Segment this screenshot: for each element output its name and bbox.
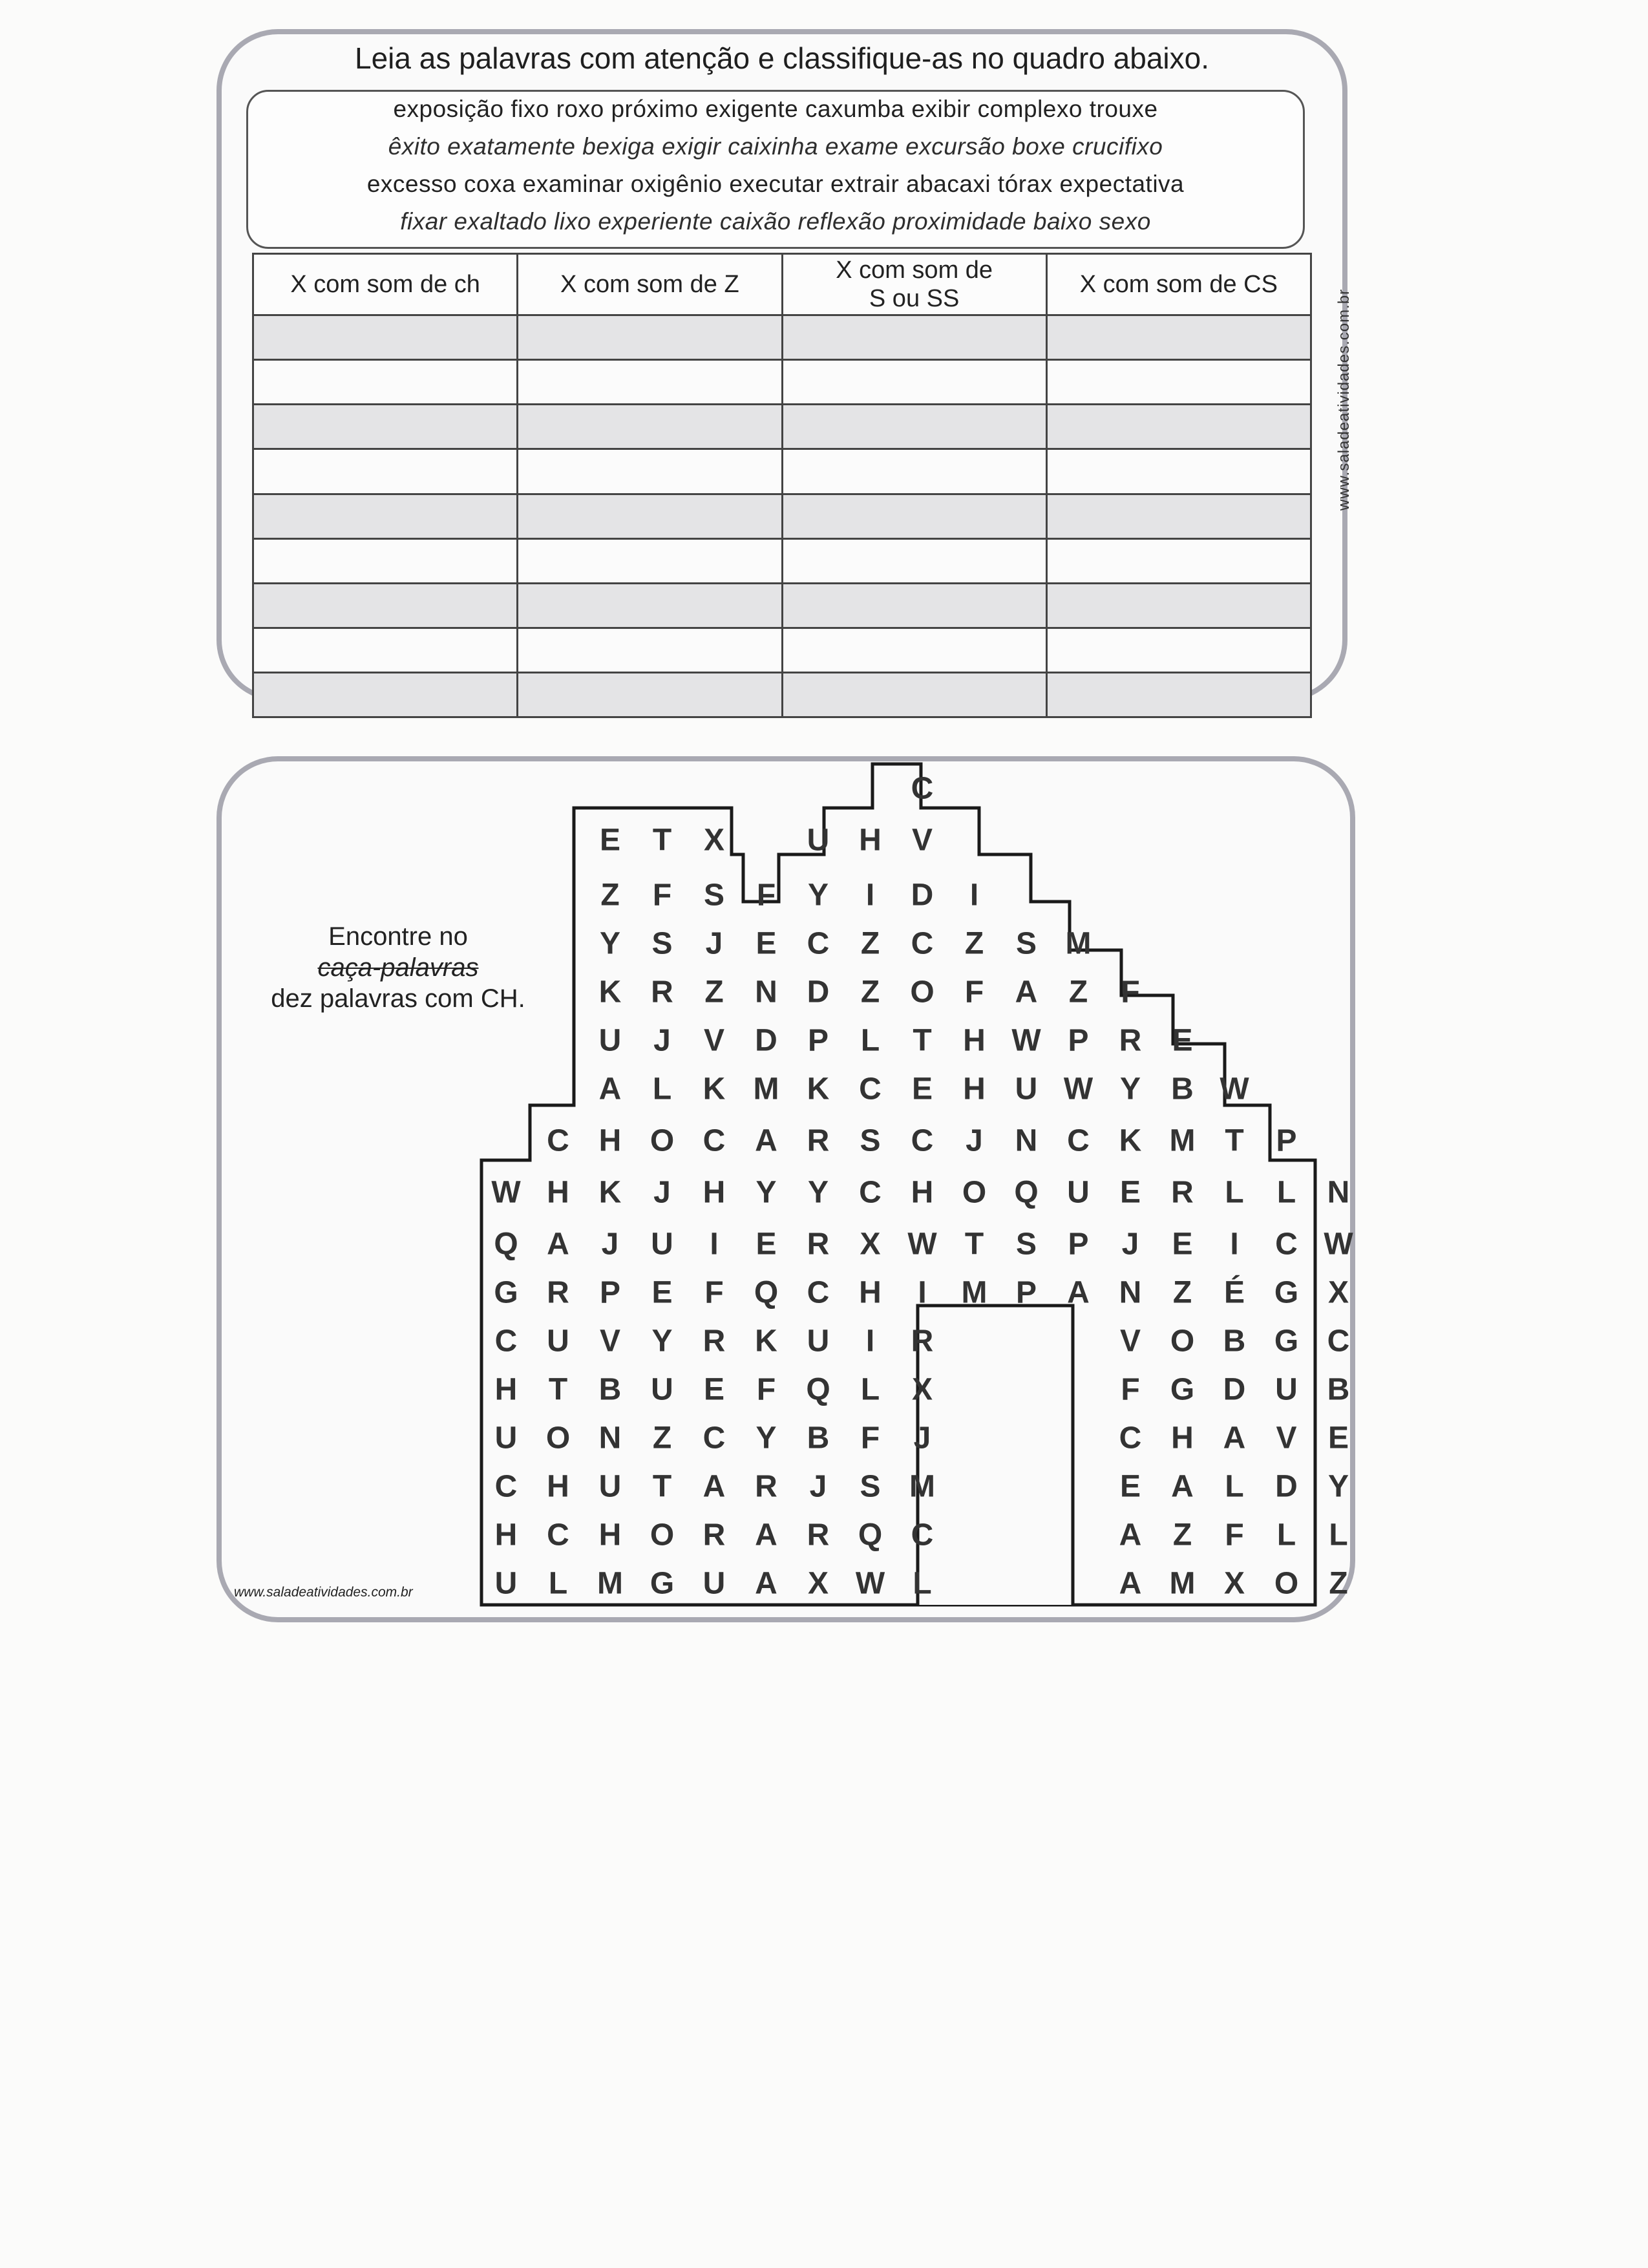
grid-letter[interactable]: C [703, 1123, 726, 1158]
grid-letter[interactable]: U [494, 1421, 518, 1456]
header-ch: X com som de ch [253, 254, 518, 315]
grid-letter[interactable]: F [756, 1372, 776, 1407]
grid-letter[interactable]: I [1230, 1227, 1239, 1262]
grid-letter[interactable]: A [755, 1123, 777, 1158]
grid-letter[interactable]: G [494, 1275, 518, 1310]
grid-letter[interactable]: C [1119, 1421, 1142, 1456]
grid-letter[interactable]: O [1274, 1566, 1299, 1601]
grid-letter[interactable]: E [755, 926, 777, 961]
grid-letter[interactable]: L [860, 1372, 880, 1407]
grid-letter[interactable]: W [907, 1227, 937, 1262]
grid-letter[interactable]: S [1015, 1227, 1037, 1262]
grid-letter[interactable]: T [652, 1469, 672, 1504]
grid-letter[interactable]: C [807, 1275, 830, 1310]
grid-letter[interactable]: I [865, 878, 875, 913]
grid-letter[interactable]: Y [599, 926, 621, 961]
grid-letter[interactable]: P [1015, 1275, 1037, 1310]
grid-letter[interactable]: R [807, 1227, 830, 1262]
grid-letter[interactable]: L [913, 1566, 932, 1601]
grid-letter[interactable]: F [756, 878, 776, 913]
instruction-line: dez palavras com CH. [271, 984, 525, 1013]
grid-letter[interactable]: F [652, 878, 672, 913]
grid-letter[interactable]: H [547, 1469, 569, 1504]
grid-letter[interactable]: A [1119, 1566, 1142, 1601]
grid-letter[interactable]: C [911, 771, 934, 806]
grid-letter[interactable]: K [598, 975, 622, 1010]
grid-letter[interactable]: A [703, 1469, 726, 1504]
grid-letter[interactable]: W [1063, 1072, 1093, 1107]
grid-letter[interactable]: A [755, 1518, 777, 1553]
grid-letter[interactable]: Y [807, 878, 829, 913]
grid-letter[interactable]: U [807, 1324, 830, 1359]
grid-letter[interactable]: V [1119, 1324, 1141, 1359]
grid-letter[interactable]: A [1015, 975, 1038, 1010]
grid-letter[interactable]: Y [755, 1175, 777, 1210]
grid-letter[interactable]: W [491, 1175, 521, 1210]
grid-letter[interactable]: R [807, 1518, 830, 1553]
grid-letter[interactable]: C [1275, 1227, 1298, 1262]
grid-letter[interactable]: U [651, 1372, 673, 1407]
grid-letter[interactable]: Z [704, 975, 724, 1010]
grid-letter[interactable]: V [599, 1324, 621, 1359]
grid-letter[interactable]: R [651, 975, 673, 1010]
grid-letter[interactable]: M [597, 1566, 623, 1601]
grid-letter[interactable]: J [1121, 1227, 1139, 1262]
word-bank-line: êxito exatamente bexiga exigir caixinha exame excursão boxe crucifixo [388, 133, 1163, 160]
grid-letter[interactable]: D [755, 1023, 777, 1058]
grid-letter[interactable]: M [753, 1072, 779, 1107]
grid-letter[interactable]: R [703, 1324, 726, 1359]
grid-letter[interactable]: J [705, 926, 723, 961]
grid-letter[interactable]: R [547, 1275, 569, 1310]
instruction-line: caça-palavras [317, 953, 479, 982]
grid-letter[interactable]: E [703, 1372, 725, 1407]
header-z: X com som de Z [518, 254, 782, 315]
grid-letter[interactable]: N [755, 975, 777, 1010]
grid-letter[interactable]: G [1274, 1275, 1299, 1310]
grid-letter[interactable]: N [1015, 1123, 1038, 1158]
grid-letter[interactable]: W [855, 1566, 885, 1601]
grid-letter[interactable]: O [910, 975, 935, 1010]
grid-letter[interactable]: O [545, 1421, 571, 1456]
grid-letter[interactable]: K [598, 1175, 622, 1210]
grid-letter[interactable]: R [1171, 1175, 1194, 1210]
grid-letter[interactable]: K [1119, 1123, 1142, 1158]
grid-letter[interactable]: Z [1172, 1518, 1192, 1553]
grid-letter[interactable]: E [1119, 1175, 1141, 1210]
grid-letter[interactable]: L [1329, 1518, 1348, 1553]
grid-letter[interactable]: X [860, 1227, 881, 1262]
grid-letter[interactable]: C [859, 1175, 882, 1210]
grid-letter[interactable]: B [1327, 1372, 1350, 1407]
grid-letter[interactable]: U [1067, 1175, 1090, 1210]
grid-letter[interactable]: U [494, 1566, 518, 1601]
grid-letter[interactable]: R [703, 1518, 726, 1553]
grid-letter[interactable]: Q [754, 1275, 779, 1310]
grid-letter[interactable]: L [1225, 1469, 1244, 1504]
grid-letter[interactable]: U [1275, 1372, 1298, 1407]
grid-letter[interactable]: Y [1119, 1072, 1141, 1107]
grid-letter[interactable]: X [807, 1566, 829, 1601]
grid-letter[interactable]: T [913, 1023, 932, 1058]
grid-letter[interactable]: J [653, 1023, 671, 1058]
grid-letter[interactable]: M [909, 1469, 935, 1504]
grid-letter[interactable]: C [807, 926, 830, 961]
grid-letter[interactable]: Q [494, 1227, 518, 1262]
grid-letter[interactable]: F [1121, 1372, 1140, 1407]
grid-letter[interactable]: S [860, 1469, 881, 1504]
grid-letter[interactable]: R [807, 1123, 830, 1158]
grid-letter[interactable]: M [961, 1275, 988, 1310]
grid-letter[interactable]: J [809, 1469, 827, 1504]
grid-letter[interactable]: R [755, 1469, 777, 1504]
grid-letter[interactable]: L [652, 1072, 672, 1107]
header-s-ss-line1: X com som de [836, 257, 993, 284]
grid-letter[interactable]: A [755, 1566, 777, 1601]
grid-letter[interactable]: Z [1172, 1275, 1192, 1310]
grid-letter[interactable]: T [1225, 1123, 1244, 1158]
grid-letter[interactable]: A [547, 1227, 569, 1262]
grid-letter[interactable]: V [911, 823, 933, 858]
grid-letter[interactable]: I [969, 878, 979, 913]
grid-letter[interactable]: X [1327, 1275, 1349, 1310]
grid-letter[interactable]: L [1276, 1175, 1296, 1210]
grid-letter[interactable]: I [918, 1275, 927, 1310]
grid-letter[interactable]: E [1172, 1023, 1193, 1058]
site-url-bottom: www.saladeatividades.com.br [234, 1585, 413, 1600]
grid-letter[interactable]: B [598, 1372, 622, 1407]
grid-letter[interactable]: O [650, 1123, 675, 1158]
grid-letter[interactable]: K [807, 1072, 830, 1107]
grid-letter[interactable]: G [650, 1566, 675, 1601]
grid-letter[interactable]: L [548, 1566, 568, 1601]
grid-letter[interactable]: P [1068, 1227, 1089, 1262]
grid-letter[interactable]: Q [1014, 1175, 1039, 1210]
grid-letter[interactable]: H [547, 1175, 569, 1210]
grid-letter[interactable]: J [653, 1175, 671, 1210]
grid-letter[interactable]: H [963, 1072, 986, 1107]
grid-letter[interactable]: M [1169, 1123, 1196, 1158]
grid-letter[interactable]: D [1223, 1372, 1246, 1407]
grid-letter[interactable]: Z [652, 1421, 672, 1456]
grid-letter[interactable]: U [1015, 1072, 1038, 1107]
grid-letter[interactable]: T [652, 823, 672, 858]
grid-letter[interactable]: C [1067, 1123, 1090, 1158]
grid-letter[interactable]: C [703, 1421, 726, 1456]
grid-letter[interactable]: H [494, 1518, 518, 1553]
grid-letter[interactable]: M [1169, 1566, 1196, 1601]
grid-letter[interactable]: P [1276, 1123, 1297, 1158]
grid-letter[interactable]: B [807, 1421, 830, 1456]
grid-letter[interactable]: L [860, 1023, 880, 1058]
grid-letter[interactable]: B [1171, 1072, 1194, 1107]
grid-letter[interactable]: Y [651, 1324, 673, 1359]
grid-letter[interactable]: H [859, 1275, 882, 1310]
grid-letter[interactable]: N [598, 1421, 622, 1456]
instruction-title: Leia as palavras com atenção e classifique-as no quadro abaixo. [354, 41, 1210, 75]
grid-letter[interactable]: E [755, 1227, 777, 1262]
grid-letter[interactable]: C [911, 1518, 934, 1553]
grid-letter[interactable]: Q [858, 1518, 883, 1553]
grid-letter[interactable]: T [964, 1227, 984, 1262]
grid-letter[interactable]: O [962, 1175, 987, 1210]
grid-letter[interactable]: P [599, 1275, 621, 1310]
grid-letter[interactable]: A [1171, 1469, 1194, 1504]
grid-letter[interactable]: H [598, 1518, 622, 1553]
grid-letter[interactable]: D [807, 975, 830, 1010]
grid-letter[interactable]: H [1171, 1421, 1194, 1456]
grid-letter[interactable]: O [650, 1518, 675, 1553]
grid-letter[interactable]: A [1119, 1518, 1142, 1553]
grid-letter[interactable]: É [1223, 1275, 1245, 1310]
grid-letter[interactable]: A [598, 1072, 622, 1107]
site-url-text: www.saladeatividades.com.br [1335, 288, 1353, 511]
grid-letter[interactable]: V [1276, 1421, 1297, 1456]
grid-letter[interactable]: D [1275, 1469, 1298, 1504]
grid-letter[interactable]: U [807, 823, 830, 858]
grid-letter[interactable]: C [547, 1518, 569, 1553]
grid-letter[interactable]: C [1327, 1324, 1350, 1359]
grid-letter[interactable]: L [1276, 1518, 1296, 1553]
grid-letter[interactable]: X [911, 1372, 933, 1407]
grid-letter[interactable]: J [966, 1123, 983, 1158]
grid-letter[interactable]: E [911, 1072, 933, 1107]
header-cs: X com som de CS [1046, 254, 1311, 315]
grid-letter[interactable]: K [755, 1324, 777, 1359]
grid-letter[interactable]: G [1274, 1324, 1299, 1359]
grid-letter[interactable]: S [703, 878, 725, 913]
word-bank-line: exposição fixo roxo próximo exigente caxumba exibir complexo trouxe [393, 96, 1158, 122]
grid-letter[interactable]: C [911, 1123, 934, 1158]
grid-letter[interactable]: J [913, 1421, 931, 1456]
grid-letter[interactable]: S [651, 926, 673, 961]
grid-letter[interactable]: R [1119, 1023, 1142, 1058]
grid-letter[interactable]: W [1011, 1023, 1041, 1058]
grid-letter[interactable]: F [964, 975, 984, 1010]
grid-letter[interactable]: V [703, 1023, 725, 1058]
grid-letter[interactable]: H [703, 1175, 726, 1210]
grid-letter[interactable]: F [1121, 975, 1140, 1010]
grid-letter[interactable]: G [1170, 1372, 1195, 1407]
grid-letter[interactable]: M [1065, 926, 1092, 961]
grid-letter[interactable]: I [710, 1227, 719, 1262]
grid-letter[interactable]: N [1327, 1175, 1350, 1210]
grid-letter[interactable]: E [599, 823, 621, 858]
grid-letter[interactable]: A [1223, 1421, 1246, 1456]
grid-letter[interactable]: Z [600, 878, 620, 913]
instruction-line: Encontre no [328, 922, 468, 951]
grid-letter[interactable]: H [494, 1372, 518, 1407]
house-door [918, 1306, 1073, 1605]
grid-letter[interactable]: Z [1329, 1566, 1348, 1601]
grid-letter[interactable]: P [807, 1023, 829, 1058]
grid-letter[interactable]: U [703, 1566, 726, 1601]
grid-letter[interactable]: H [911, 1175, 934, 1210]
grid-letter[interactable]: T [548, 1372, 568, 1407]
grid-letter[interactable]: R [911, 1324, 934, 1359]
grid-letter[interactable]: Y [807, 1175, 829, 1210]
word-bank-line: excesso coxa examinar oxigênio executar extrair abacaxi tórax expectativa [366, 171, 1185, 197]
grid-letter[interactable]: X [703, 823, 725, 858]
grid-letter[interactable]: F [1225, 1518, 1244, 1553]
grid-letter[interactable]: O [1170, 1324, 1195, 1359]
grid-letter[interactable]: I [865, 1324, 875, 1359]
word-bank-line: fixar exaltado lixo experiente caixão reflexão proximidade baixo sexo [400, 208, 1151, 235]
grid-letter[interactable]: F [704, 1275, 724, 1310]
grid-letter[interactable]: Z [964, 926, 984, 961]
grid-letter[interactable]: E [1172, 1227, 1193, 1262]
grid-letter[interactable]: E [1119, 1469, 1141, 1504]
grid-letter[interactable]: Z [1068, 975, 1088, 1010]
grid-letter[interactable]: H [963, 1023, 986, 1058]
grid-letter[interactable]: H [598, 1123, 622, 1158]
grid-letter[interactable]: H [859, 823, 882, 858]
grid-letter[interactable]: C [911, 926, 934, 961]
grid-letter[interactable]: U [547, 1324, 569, 1359]
grid-letter[interactable]: Z [860, 926, 880, 961]
grid-letter[interactable]: N [1119, 1275, 1142, 1310]
grid-letter[interactable]: Q [806, 1372, 830, 1407]
grid-letter[interactable]: Z [860, 975, 880, 1010]
grid-letter[interactable]: S [1015, 926, 1037, 961]
grid-letter[interactable]: L [1225, 1175, 1244, 1210]
grid-letter[interactable]: Y [1327, 1469, 1349, 1504]
grid-letter[interactable]: A [1067, 1275, 1090, 1310]
grid-letter[interactable]: X [1223, 1566, 1245, 1601]
grid-letter[interactable]: C [547, 1123, 569, 1158]
grid-letter[interactable]: Y [755, 1421, 777, 1456]
grid-letter[interactable]: K [703, 1072, 726, 1107]
grid-letter[interactable]: B [1223, 1324, 1246, 1359]
grid-letter[interactable]: P [1068, 1023, 1089, 1058]
grid-letter[interactable]: U [598, 1023, 622, 1058]
grid-letter[interactable]: W [1220, 1072, 1249, 1107]
grid-letter[interactable]: C [494, 1324, 518, 1359]
grid-letter[interactable]: S [860, 1123, 881, 1158]
grid-letter[interactable]: C [494, 1469, 518, 1504]
grid-letter[interactable]: E [651, 1275, 673, 1310]
grid-letter[interactable]: C [859, 1072, 882, 1107]
header-s-ss-line2: S ou SS [869, 285, 960, 313]
grid-letter[interactable]: U [651, 1227, 673, 1262]
grid-letter[interactable]: U [598, 1469, 622, 1504]
grid-letter[interactable]: W [1324, 1227, 1353, 1262]
grid-letter[interactable]: E [1327, 1421, 1349, 1456]
grid-letter[interactable]: F [860, 1421, 880, 1456]
grid-letter[interactable]: J [601, 1227, 619, 1262]
grid-letter[interactable]: D [911, 878, 934, 913]
